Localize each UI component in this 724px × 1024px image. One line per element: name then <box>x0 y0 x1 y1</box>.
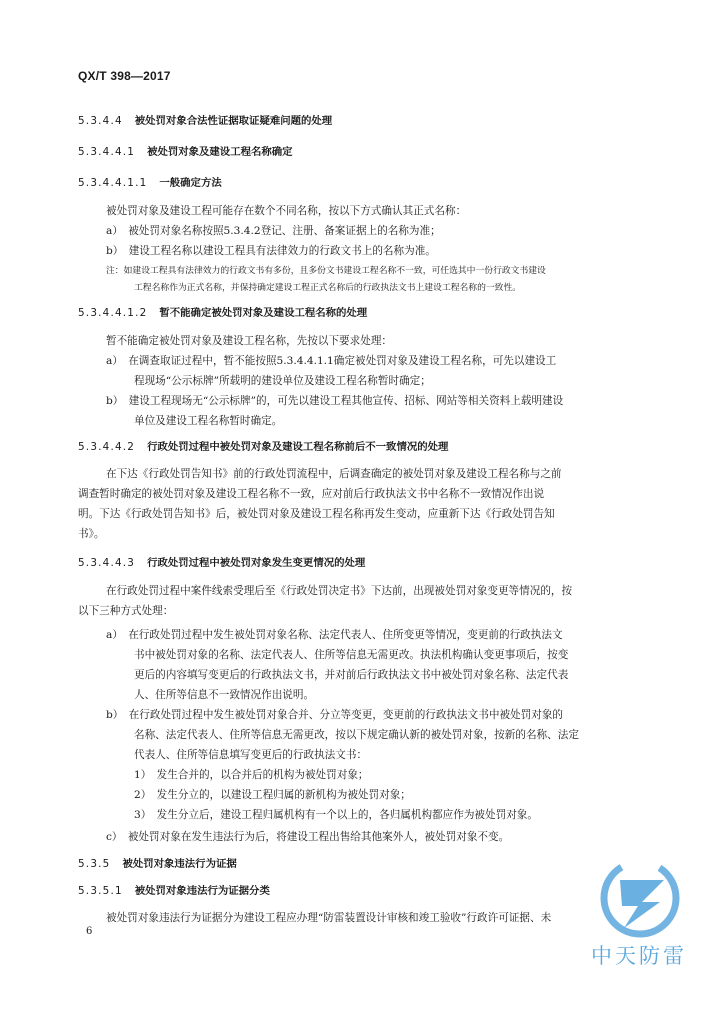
section-title: 被处罚对象违法行为证据 <box>122 858 237 870</box>
logo-text: 中天防雷 <box>591 944 687 968</box>
section-number: 5.3.5 <box>78 858 111 870</box>
list-item-continuation: 书中被处罚对象的名称、法定代表人、住所等信息无需更改。执法机构确认变更事项后，按变 <box>134 649 569 661</box>
paragraph-line: 在下达《行政处罚告知书》前的行政处罚流程中，后调查确定的被处罚对象及建设工程名称与之前 <box>106 468 562 480</box>
paragraph-line: 以下三种方式处理： <box>78 605 174 617</box>
paragraph-line: 暂不能确定被处罚对象及建设工程名称，先按以下要求处理： <box>106 335 393 347</box>
section-heading-5-3-4-4-3 <box>78 556 365 571</box>
list-item-continuation: 人、住所等信息不一致情况作出说明。 <box>134 689 315 701</box>
section-heading-5-3-5-1 <box>78 884 270 899</box>
standard-code-header: QX/T 398—2017 <box>78 69 171 83</box>
sub-item-1: 1） 发生合并的，以合并后的机构为被处罚对象； <box>134 769 369 781</box>
section-heading-5-3-4-4-1-2 <box>78 306 367 321</box>
list-item-b: b） 建设工程名称以建设工程具有法律效力的行政文书上的名称为准。 <box>106 245 436 257</box>
paragraph-line: 调查暂时确定的被处罚对象及建设工程名称不一致，应对前后行政执法文书中名称不一致情况作出说 <box>78 488 545 500</box>
section-title: 一般确定方法 <box>159 177 222 189</box>
list-item-continuation: 程现场“公示标牌”所载明的建设单位及建设工程名称暂时确定； <box>134 375 431 387</box>
section-number: 5.3.4.4.1.1 <box>78 177 148 189</box>
paragraph-line: 被处罚对象违法行为证据分为建设工程应办理“防雷装置设计审核和竣工验收”行政许可证据、未 <box>106 912 552 924</box>
watermark-logo <box>584 858 694 978</box>
section-title: 被处罚对象及建设工程名称确定 <box>147 146 293 158</box>
section-number: 5.3.4.4.3 <box>78 557 136 569</box>
section-heading-5-3-5 <box>78 857 237 872</box>
section-title: 被处罚对象违法行为证据分类 <box>134 885 270 897</box>
section-number: 5.3.4.4 <box>78 115 123 127</box>
list-item-a: a） 在调查取证过程中，暂不能按照5.3.4.4.1.1确定被处罚对象及建设工程名称，可先以建设工 <box>106 355 557 367</box>
paragraph-line: 书》。 <box>78 528 105 540</box>
note-line: 工程名称作为正式名称，并保持确定建设工程正式名称后的行政执法文书上建设工程名称的一致性。 <box>134 283 522 293</box>
section-heading-5-3-4-4 <box>78 114 332 129</box>
section-title: 暂不能确定被处罚对象及建设工程名称的处理 <box>159 307 368 319</box>
paragraph-line: 被处罚对象及建设工程可能存在数个不同名称，按以下方式确认其正式名称： <box>106 205 467 217</box>
section-title: 行政处罚过程中被处罚对象及建设工程名称前后不一致情况的处理 <box>147 441 449 453</box>
list-item-a: a） 被处罚对象名称按照5.3.4.2登记、注册、备案证据上的名称为准； <box>106 225 441 237</box>
list-item-continuation: 代表人、住所等信息填写变更后的行政执法文书： <box>134 749 368 761</box>
section-heading-5-3-4-4-2 <box>78 440 448 455</box>
paragraph-line: 明。下达《行政处罚告知书》后，被处罚对象及建设工程名称再发生变动，应重新下达《行政处罚告知 <box>78 508 555 520</box>
list-item-continuation: 单位及建设工程名称暂时确定。 <box>134 415 283 427</box>
sub-item-3: 3） 发生分立后，建设工程归属机构有一个以上的，各归属机构都应作为被处罚对象。 <box>134 809 538 821</box>
section-number: 5.3.5.1 <box>78 885 123 897</box>
section-title: 行政处罚过程中被处罚对象发生变更情况的处理 <box>147 557 366 569</box>
list-item-c: c） 被处罚对象在发生违法行为后，将建设工程出售给其他案外人，被处罚对象不变。 <box>106 831 510 843</box>
section-number: 5.3.4.4.2 <box>78 441 136 453</box>
list-item-continuation: 名称、法定代表人、住所等信息无需更改，按以下规定确认新的被处罚对象，按新的名称、法定 <box>134 729 579 741</box>
section-number: 5.3.4.4.1 <box>78 146 136 158</box>
lightning-logo-icon <box>584 858 694 940</box>
list-item-a: a） 在行政处罚过程中发生被处罚对象名称、法定代表人、住所变更等情况，变更前的行政执法文 <box>106 629 563 641</box>
page-number: 6 <box>86 926 93 937</box>
sub-item-2: 2） 发生分立的，以建设工程归属的新机构为被处罚对象； <box>134 789 411 801</box>
list-item-continuation: 更后的内容填写变更后的行政执法文书，并对前后行政执法文书中被处罚对象名称、法定代表 <box>134 669 569 681</box>
section-title: 被处罚对象合法性证据取证疑难问题的处理 <box>134 115 333 127</box>
note-line: 注：如建设工程具有法律效力的行政文书有多份，且多份文书建设工程名称不一致，可任选其中一份行政文书建设 <box>106 266 546 276</box>
section-number: 5.3.4.4.1.2 <box>78 307 148 319</box>
list-item-b: b） 建设工程现场无“公示标牌”的，可先以建设工程其他宣传、招标、网站等相关资料上载明建设 <box>106 395 564 407</box>
section-heading-5-3-4-4-1 <box>78 145 293 160</box>
list-item-b: b） 在行政处罚过程中发生被处罚对象合并、分立等变更，变更前的行政执法文书中被处罚对象的 <box>106 709 564 721</box>
section-heading-5-3-4-4-1-1 <box>78 176 222 191</box>
paragraph-line: 在行政处罚过程中案件线索受理后至《行政处罚决定书》下达前，出现被处罚对象变更等情况的，按 <box>106 585 573 597</box>
